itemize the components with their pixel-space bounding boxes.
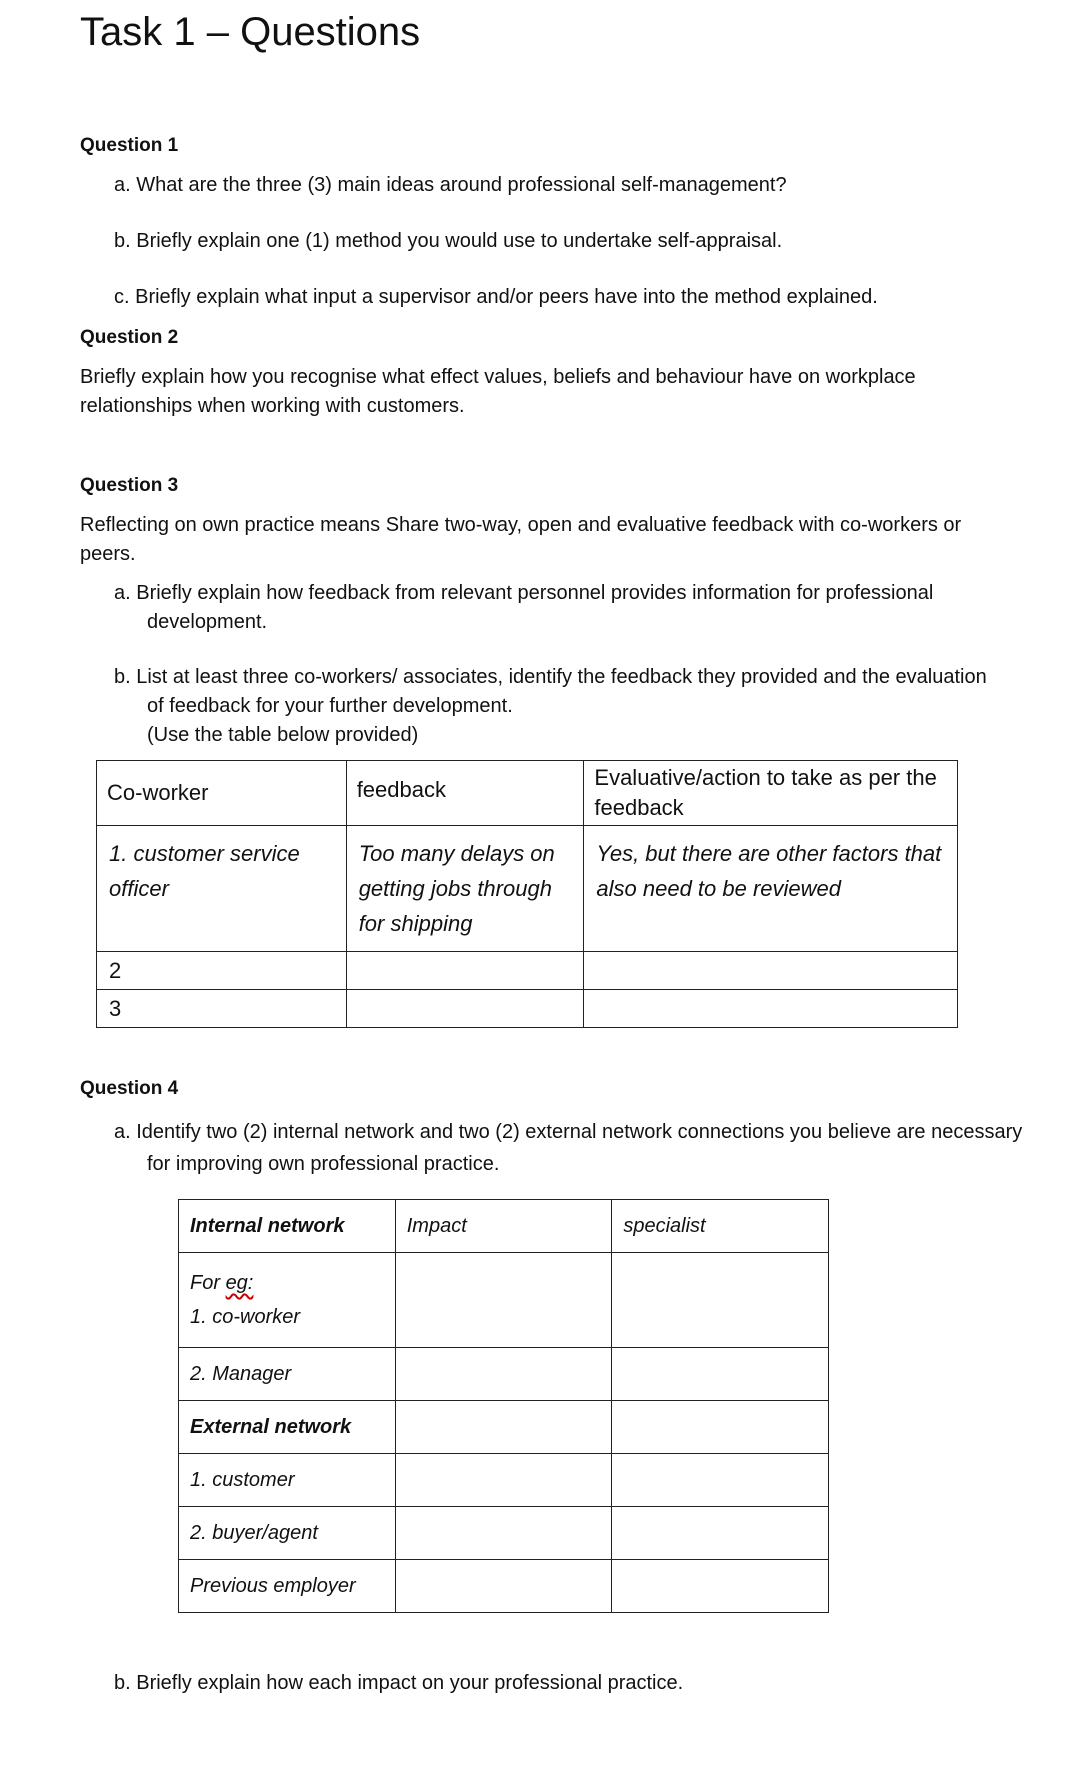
row1-evaluative: Yes, but there are other factors that also need to be reviewed (584, 826, 958, 952)
table-row (97, 952, 958, 990)
impact-cell (395, 1348, 612, 1401)
table-row (179, 1454, 829, 1507)
question-4-heading: Question 4 (80, 1078, 179, 1099)
table-row (97, 826, 958, 952)
table-row (179, 1253, 829, 1348)
impact-cell (395, 1401, 612, 1454)
internal-item-manager: 2. Manager (179, 1348, 396, 1401)
impact-cell (395, 1560, 612, 1613)
feedback-table (96, 760, 958, 1028)
question-3a: a. Briefly explain how feedback from relevant personnel provides information for professional development. (114, 582, 934, 633)
table-row (179, 1348, 829, 1401)
table-row (179, 1507, 829, 1560)
question-4b: b. Briefly explain how each impact on your professional practice. (114, 1672, 684, 1694)
row3-feedback (346, 990, 584, 1028)
row3-evaluative (584, 990, 958, 1028)
header-feedback: feedback (346, 761, 584, 826)
table-row (97, 990, 958, 1028)
question-1-heading: Question 1 (80, 135, 179, 156)
question-3-intro: Reflecting on own practice means Share two-way, open and evaluative feedback with co-workers or peers. (80, 514, 962, 565)
header-internal-network: Internal network (179, 1200, 396, 1253)
header-co-worker: Co-worker (97, 761, 347, 826)
page-title: Task 1 – Questions (80, 10, 421, 54)
question-2-text: Briefly explain how you recognise what effect values, beliefs and behaviour have on workplace relationships when working with customers. (80, 366, 916, 417)
external-item-buyer: 2. buyer/agent (179, 1507, 396, 1560)
internal-item-co-worker: 1. co-worker (190, 1306, 301, 1328)
table-row (179, 1560, 829, 1613)
question-4a: a. Identify two (2) internal network and two (2) external network connections you believe are necessary for improving own professional practice. (114, 1121, 1023, 1175)
specialist-cell (612, 1507, 829, 1560)
row2-evaluative (584, 952, 958, 990)
impact-cell (395, 1454, 612, 1507)
eg-prefix: For (190, 1272, 226, 1294)
specialist-cell (612, 1454, 829, 1507)
specialist-cell (612, 1348, 829, 1401)
question-3b-note: (Use the table below provided) (147, 724, 419, 746)
external-network-heading: External network (179, 1401, 396, 1454)
question-3b: b. List at least three co-workers/ associates, identify the feedback they provided and the evaluation of feedback for your further development. (114, 666, 987, 717)
external-item-previous-employer: Previous employer (179, 1560, 396, 1613)
feedback-table-header (97, 761, 958, 826)
internal-example-cell (179, 1253, 396, 1348)
header-specialist: specialist (612, 1200, 829, 1253)
header-evaluative: Evaluative/action to take as per the feedback (584, 761, 958, 826)
row2-feedback (346, 952, 584, 990)
row1-co-worker: 1. customer service officer (97, 826, 347, 952)
row3-co-worker: 3 (97, 990, 347, 1028)
specialist-cell (612, 1253, 829, 1348)
question-1b: b. Briefly explain one (1) method you would use to undertake self-appraisal. (114, 230, 783, 252)
impact-cell (395, 1253, 612, 1348)
table-row (179, 1401, 829, 1454)
row1-feedback: Too many delays on getting jobs through for shipping (346, 826, 584, 952)
question-2-heading: Question 2 (80, 327, 179, 348)
eg-word: eg: (225, 1272, 254, 1294)
network-table (178, 1199, 829, 1613)
question-1a: a. What are the three (3) main ideas around professional self-management? (114, 174, 787, 196)
question-3-heading: Question 3 (80, 475, 179, 496)
specialist-cell (612, 1401, 829, 1454)
question-1c: c. Briefly explain what input a supervisor and/or peers have into the method explained. (114, 286, 878, 308)
impact-cell (395, 1507, 612, 1560)
specialist-cell (612, 1560, 829, 1613)
row2-co-worker: 2 (97, 952, 347, 990)
table-row (179, 1200, 829, 1253)
external-item-customer: 1. customer (179, 1454, 396, 1507)
header-impact: Impact (395, 1200, 612, 1253)
